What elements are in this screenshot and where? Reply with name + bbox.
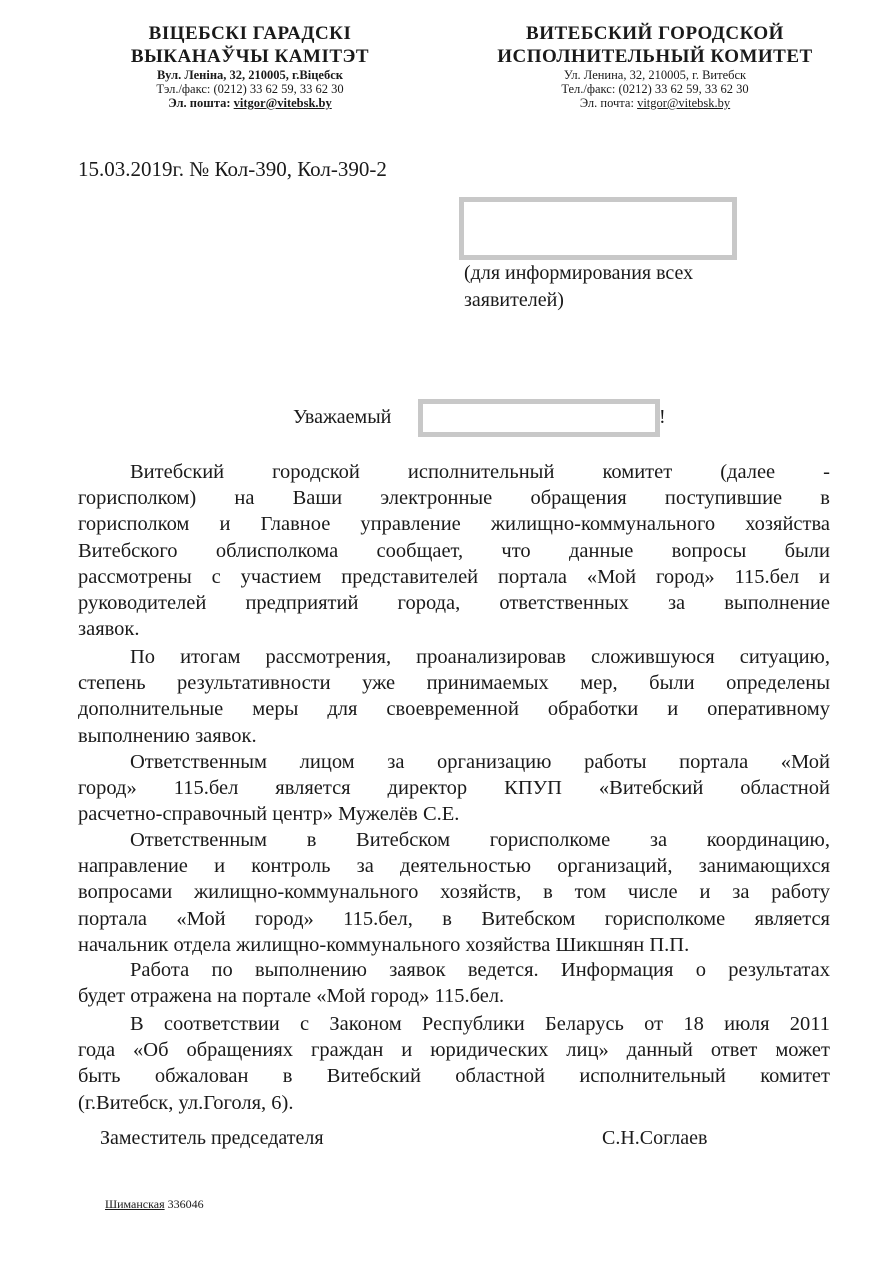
paragraph-2-line: дополнительные меры для своевременной обработки и оперативному (78, 698, 830, 721)
paragraph-5-line: будет отражена на портале «Мой город» 115.бел. (78, 985, 505, 1008)
email-label-by: Эл. пошта: (168, 96, 231, 110)
org-name-ru-2: ИСПОЛНИТЕЛЬНЫЙ КОМИТЕТ (497, 46, 813, 67)
paragraph-6-line: года «Об обращениях граждан и юридических лиц» данный ответ может (78, 1039, 830, 1062)
phone-by: Тэл./факс: (0212) 33 62 59, 33 62 30 (156, 82, 344, 96)
paragraph-3-line: Ответственным лицом за организацию работы портала «Мой (130, 751, 830, 773)
paragraph-4-line: Ответственным в Витебском горисполкоме за координацию, (130, 829, 830, 851)
paragraph-3-line: город» 115.бел является директор КПУП «Витебский областной (78, 777, 830, 800)
paragraph-4-line: вопросами жилищно-коммунального хозяйств, в том числе и за работу (78, 881, 830, 904)
executor-line (105, 1197, 204, 1212)
paragraph-1-line: Витебский городской исполнительный комитет (далее - (130, 461, 830, 483)
letterhead-russian (480, 22, 830, 110)
paragraph-4-line: портала «Мой город» 115.бел, в Витебском горисполкоме является (78, 907, 830, 930)
redacted-name (418, 399, 660, 437)
paragraph-1-line: горисполком) на Ваши электронные обращения поступившие в (78, 487, 830, 510)
salutation-end: ! (659, 406, 666, 428)
reference-line: 15.03.2019г. № Кол-390, Кол-390-2 (78, 157, 387, 181)
org-name-by-2: ВЫКАНАЎЧЫ КАМІТЭТ (130, 46, 370, 67)
email-label-ru: Эл. почта: (579, 96, 634, 110)
recipient-note-1: (для информирования всех (464, 262, 694, 284)
paragraph-1-line: горисполком и Главное управление жилищно-коммунального хозяйства (78, 513, 830, 536)
executor-name: Шиманская (105, 1197, 165, 1211)
paragraph-5-line: Работа по выполнению заявок ведется. Информация о результатах (130, 959, 830, 981)
paragraph-1-line: заявок. (78, 618, 140, 641)
salutation: Уважаемый (293, 406, 392, 428)
paragraph-4-line: направление и контроль за деятельностью организаций, занимающихся (78, 855, 830, 878)
email-link-by[interactable]: vitgor@vitebsk.by (233, 96, 332, 110)
paragraph-6-line: быть обжалован в Витебский областной исполнительный комитет (78, 1065, 830, 1088)
org-name-ru-1: ВИТЕБСКИЙ ГОРОДСКОЙ (526, 23, 784, 44)
paragraph-2-line: степень результативности уже принимаемых мер, были определены (78, 672, 830, 695)
org-name-by-1: ВІЦЕБСКІ ГАРАДСКІ (148, 23, 352, 44)
phone-ru: Тел./факс: (0212) 33 62 59, 33 62 30 (561, 82, 749, 96)
paragraph-6-line: В соответствии с Законом Республики Беларусь от 18 июля 2011 (130, 1013, 830, 1035)
paragraph-3-line: расчетно-справочный центр» Мужелёв С.Е. (78, 803, 460, 826)
address-ru: Ул. Ленина, 32, 210005, г. Витебск (563, 68, 747, 82)
paragraph-6-line: (г.Витебск, ул.Гоголя, 6). (78, 1091, 294, 1114)
email-link-ru[interactable]: vitgor@vitebsk.by (637, 96, 731, 110)
redacted-recipient (459, 197, 737, 260)
signature-name: С.Н.Соглаев (602, 1127, 708, 1149)
paragraph-1-line: руководителей предприятий города, ответственных за выполнение (78, 592, 830, 614)
paragraph-4-line: начальник отдела жилищно-коммунального хозяйства Шикшнян П.П. (78, 933, 690, 956)
paragraph-1-line: рассмотрены с участием представителей портала «Мой город» 115.бел и (78, 565, 830, 588)
signature-position: Заместитель председателя (100, 1127, 324, 1149)
paragraph-2-line: выполнению заявок. (78, 724, 257, 747)
paragraph-2-line: По итогам рассмотрения, проанализировав сложившуюся ситуацию, (130, 646, 830, 668)
paragraph-1-line: Витебского облисполкома сообщает, что данные вопросы были (78, 539, 830, 562)
letterhead-belarusian (100, 22, 400, 110)
address-by: Вул. Леніна, 32, 210005, г.Віцебск (157, 68, 343, 82)
executor-phone: 336046 (167, 1197, 204, 1211)
recipient-note-2: заявителей) (464, 289, 564, 311)
